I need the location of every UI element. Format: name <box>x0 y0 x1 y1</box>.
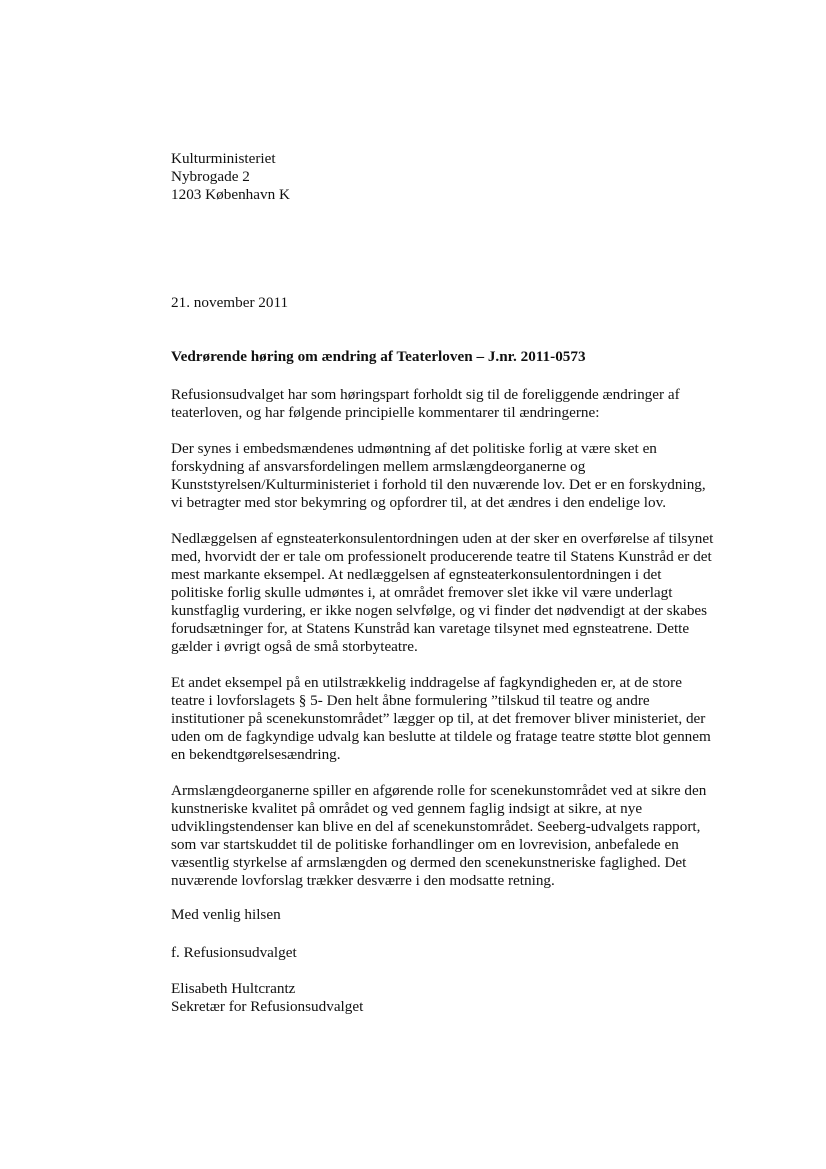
closing-greeting <box>171 906 751 924</box>
date-text: 21. november 2011 <box>171 294 289 311</box>
paragraph-line: Kunststyrelsen/Kulturministeriet i forhold til den nuværende lov. Det er en forskydning, <box>171 476 706 493</box>
letter-subject <box>171 348 751 366</box>
paragraph-responsibility-shift <box>171 440 751 512</box>
signer-title: Sekretær for Refusionsudvalget <box>171 998 364 1015</box>
paragraph-line: institutioner på scenekunstområdet” lægger op til, at det fremover bliver ministeriet, der <box>171 710 706 727</box>
paragraph-line: mest markante eksempel. At nedlæggelsen af egnsteaterkonsulentordningen i det <box>171 566 662 583</box>
paragraph-line: som var startskuddet til de politiske forhandlinger om en lovrevision, anbefalede en <box>171 836 679 853</box>
paragraph-line: Der synes i embedsmændenes udmøntning af det politiske forlig at være sket en <box>171 440 657 457</box>
letter-date <box>171 294 751 312</box>
paragraph-line: teatre i lovforslagets § 5- Den helt åbne formulering ”tilskud til teatre og andre <box>171 692 650 709</box>
paragraph-large-theatres <box>171 674 751 764</box>
paragraph-line: Nedlæggelsen af egnsteaterkonsulentordningen uden at der sker en overførelse af tilsynet <box>171 530 714 547</box>
paragraph-line: kunstneriske kvalitet på området og ved gennem faglig indsigt at sikre, at nye <box>171 800 643 817</box>
paragraph-intro <box>171 386 751 422</box>
paragraph-line: udviklingstendenser kan blive en del af scenekunstområdet. Seeberg-udvalgets rapport, <box>171 818 701 835</box>
closing-on-behalf <box>171 944 751 962</box>
paragraph-line: Armslængdeorganerne spiller en afgørende rolle for scenekunstområdet ved at sikre den <box>171 782 707 799</box>
subject-text: Vedrørende høring om ændring af Teaterloven – J.nr. 2011-0573 <box>171 348 586 365</box>
paragraph-line: vi betragter med stor bekymring og opfordrer til, at det ændres i den endelige lov. <box>171 494 667 511</box>
recipient-address <box>171 150 751 204</box>
recipient-street: Nybrogade 2 <box>171 168 250 185</box>
signer-name: Elisabeth Hultcrantz <box>171 980 296 997</box>
paragraph-line: Et andet eksempel på en utilstrækkelig inddragelse af fagkyndigheden er, at de store <box>171 674 682 691</box>
recipient-city: 1203 København K <box>171 186 290 203</box>
paragraph-line: politiske forlig skulle udmøntes i, at området fremover slet ikke vil være underlagt <box>171 584 673 601</box>
paragraph-line: kunstfaglig vurdering, er ikke nogen selvfølge, og vi finder det nødvendigt at der skabes <box>171 602 708 619</box>
paragraph-line: gælder i øvrigt også de små storbyteatre. <box>171 638 418 655</box>
paragraph-line: teaterloven, og har følgende principielle kommentarer til ændringerne: <box>171 404 600 421</box>
paragraph-line: forskydning af ansvarsfordelingen mellem armslængdeorganerne og <box>171 458 586 475</box>
paragraph-line: uden om de fagkyndige udvalg kan beslutte at tildele og fratage teatre støtte blot gennem <box>171 728 711 745</box>
paragraph-line: forudsætninger for, at Statens Kunstråd kan varetage tilsynet med egnsteatrene. Dette <box>171 620 690 637</box>
recipient-name: Kulturministeriet <box>171 150 276 167</box>
paragraph-line: med, hvorvidt der er tale om professionelt producerende teatre til Statens Kunstråd er det <box>171 548 712 565</box>
signature-block <box>171 980 751 1016</box>
paragraph-line: væsentlig styrkelse af armslængden og dermed den scenekunstneriske faglighed. Det <box>171 854 687 871</box>
paragraph-consultant-scheme <box>171 530 751 656</box>
paragraph-line: en bekendtgørelsesændring. <box>171 746 341 763</box>
paragraph-line: Refusionsudvalget har som høringspart forholdt sig til de foreliggende ændringer af <box>171 386 680 403</box>
paragraph-line: nuværende lovforslag trækker desværre i den modsatte retning. <box>171 872 555 889</box>
paragraph-arms-length <box>171 782 751 890</box>
greeting-text: Med venlig hilsen <box>171 906 281 923</box>
on-behalf-text: f. Refusionsudvalget <box>171 944 297 961</box>
